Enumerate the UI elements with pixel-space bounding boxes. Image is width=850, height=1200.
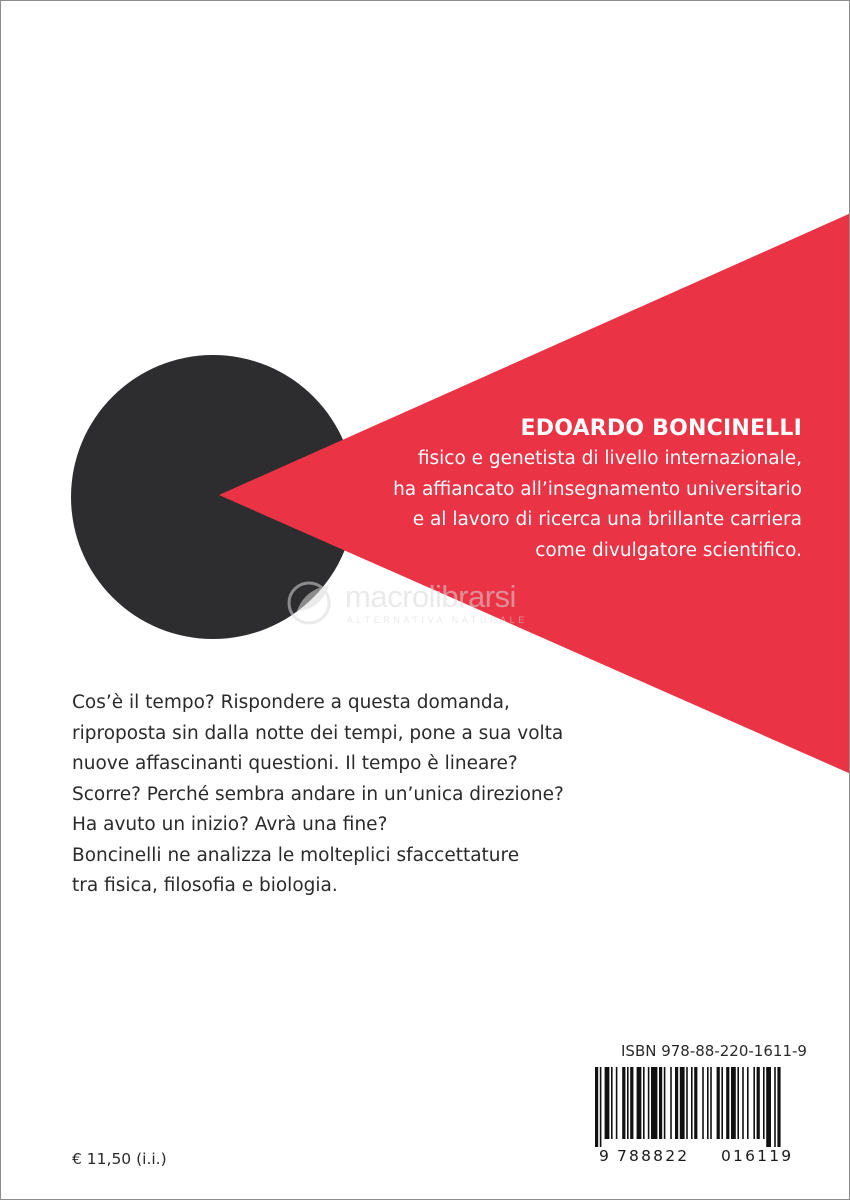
description-line: Ha avuto un inizio? Avrà una fine? <box>72 814 388 835</box>
description-line: nuove affascinanti questioni. Il tempo è lineare? <box>72 753 518 774</box>
barcode-digits-left: 788822 <box>617 1147 690 1165</box>
author-bio-line: fisico e genetista di livello internazionale, <box>417 448 802 469</box>
barcode-digit-first: 9 <box>599 1147 609 1165</box>
barcode-bar <box>605 1067 610 1139</box>
barcode-bar <box>616 1067 618 1139</box>
barcode-bar <box>595 1067 598 1147</box>
watermark-leaf-icon <box>283 579 339 629</box>
description-line: Boncinelli ne analizza le molteplici sfaccettature <box>72 844 520 866</box>
barcode-bar <box>763 1067 765 1139</box>
barcode-bar <box>707 1067 709 1139</box>
barcode-bar <box>694 1067 697 1139</box>
watermark-tagline: ALTERNATIVA NATURALE <box>347 615 528 625</box>
barcode-bar <box>747 1067 749 1139</box>
barcode-bar <box>757 1067 760 1139</box>
barcode-bar <box>721 1067 723 1139</box>
barcode-bar <box>611 1067 613 1139</box>
barcode-bar <box>600 1067 602 1147</box>
book-description <box>72 688 712 902</box>
barcode-bar <box>691 1067 693 1139</box>
barcode-bar <box>710 1067 712 1139</box>
barcode-bar <box>675 1067 678 1139</box>
barcode-bar <box>753 1067 755 1139</box>
barcode-bar <box>774 1067 776 1147</box>
price: € 11,50 (i.i.) <box>72 1150 167 1168</box>
barcode-bar <box>643 1067 645 1139</box>
description-line: Cos’è il tempo? Rispondere a questa domanda, <box>72 692 510 713</box>
author-bio-line: e al lavoro di ricerca una brillante carriera <box>412 509 802 530</box>
barcode-bar <box>648 1067 650 1139</box>
barcode <box>595 1067 843 1147</box>
description-line: Scorre? Perché sembra andare in un’unica direzione? <box>72 783 564 805</box>
description-line: tra fisica, filosofia e biologia. <box>72 875 338 896</box>
author-bio-line: ha affiancato all’insegnamento universitario <box>393 478 802 500</box>
author-block <box>242 414 802 566</box>
barcode-bar <box>717 1067 720 1139</box>
barcode-bar <box>686 1067 688 1139</box>
barcode-bar <box>664 1067 666 1139</box>
barcode-bar <box>731 1067 736 1139</box>
barcode-bar <box>637 1067 642 1139</box>
barcode-bar <box>627 1067 629 1139</box>
author-bio-line: come divulgatore scientifico. <box>535 539 802 561</box>
barcode-bar <box>630 1067 633 1139</box>
barcode-bar <box>742 1067 744 1139</box>
barcode-bar <box>726 1067 729 1139</box>
barcode-bar <box>766 1067 771 1147</box>
barcode-digits-right: 016119 <box>721 1147 794 1165</box>
barcode-bar <box>659 1067 662 1139</box>
barcode-bar <box>680 1067 685 1139</box>
barcode-bar <box>651 1067 657 1139</box>
isbn-label: ISBN 978-88-220-1611-9 <box>621 1042 807 1060</box>
barcode-bar <box>622 1067 625 1139</box>
barcode-bar <box>777 1067 780 1147</box>
barcode-digits <box>599 1147 839 1171</box>
author-name: EDOARDO BONCINELLI <box>520 416 802 441</box>
watermark-name: macrolibrarsi <box>345 579 516 614</box>
description-line: riproposta sin dalla notte dei tempi, pone a sua volta <box>72 722 564 744</box>
barcode-bar <box>737 1067 739 1139</box>
barcode-bar <box>670 1067 672 1139</box>
watermark <box>283 577 583 633</box>
barcode-bar <box>702 1067 704 1139</box>
